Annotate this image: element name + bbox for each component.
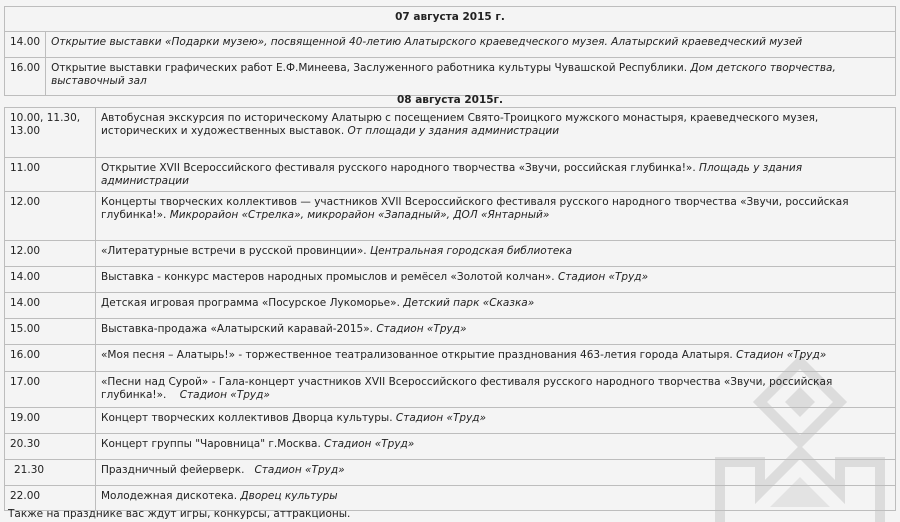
event-row bbox=[5, 58, 896, 96]
event-description: Молодежная дискотека. Дворец культуры bbox=[96, 486, 896, 511]
day2-table bbox=[4, 107, 896, 511]
event-description: Концерты творческих коллективов — участников XVII Всероссийского фестиваля русского народного творчества «Звучи, российская глубинка!». Микрорайон «Стрелка», микрорайон «Западный», ДОЛ «Янтарный» bbox=[96, 192, 896, 241]
event-time: 16.00 bbox=[5, 345, 96, 372]
event-row bbox=[5, 486, 896, 511]
event-time: 15.00 bbox=[5, 319, 96, 345]
event-time: 19.00 bbox=[5, 408, 96, 434]
event-description: «Моя песня – Алатырь!» - торжественное театрализованное открытие празднования 463-летия города Алатыря. Стадион «Труд» bbox=[96, 345, 896, 372]
event-description: Концерт группы "Чаровница" г.Москва. Стадион «Труд» bbox=[96, 434, 896, 460]
event-time: 16.00 bbox=[5, 58, 46, 96]
event-row bbox=[5, 345, 896, 372]
event-row bbox=[5, 408, 896, 434]
event-place: Стадион «Труд» bbox=[736, 349, 827, 361]
event-place: Детский парк «Сказка» bbox=[403, 297, 535, 309]
event-description: Детская игровая программа «Посурское Лукоморье». Детский парк «Сказка» bbox=[96, 293, 896, 319]
day2-header bbox=[4, 94, 896, 107]
event-place: Микрорайон «Стрелка», микрорайон «Западный», ДОЛ «Янтарный» bbox=[169, 209, 550, 221]
event-place: Стадион «Труд» bbox=[179, 389, 270, 401]
event-row bbox=[5, 372, 896, 408]
event-description: Автобусная экскурсия по историческому Алатырю с посещением Свято-Троицкого мужского монастыря, краеведческого музея, исторических и художественных выставок. От площади у здания администрации bbox=[96, 108, 896, 158]
event-row bbox=[5, 267, 896, 293]
event-description: Выставка - конкурс мастеров народных промыслов и ремёсел «Золотой колчан». Стадион «Труд» bbox=[96, 267, 896, 293]
event-place: Стадион «Труд» bbox=[376, 323, 467, 335]
event-place: Стадион «Труд» bbox=[395, 412, 487, 424]
event-time: 21.30 bbox=[5, 460, 96, 486]
event-place: Стадион «Труд» bbox=[557, 271, 649, 283]
event-place: Центральная городская библиотека bbox=[369, 245, 573, 257]
event-description bbox=[46, 32, 896, 58]
day1-header bbox=[5, 7, 896, 32]
event-description: Концерт творческих коллективов Дворца культуры. Стадион «Труд» bbox=[96, 408, 896, 434]
event-place: Дворец культуры bbox=[240, 490, 338, 502]
day1-date: 07 августа 2015 г. bbox=[395, 11, 505, 23]
event-description: Открытие выставки графических работ Е.Ф.Минеева, Заслуженного работника культуры Чувашской Республики. Дом детского творчества, выставочный зал bbox=[46, 58, 896, 96]
event-time: 10.00, 11.30, 13.00 bbox=[5, 108, 96, 158]
event-row bbox=[5, 434, 896, 460]
event-row bbox=[5, 108, 896, 158]
event-row bbox=[5, 158, 896, 192]
event-time: 22.00 bbox=[5, 486, 96, 511]
event-time: 14.00 bbox=[5, 293, 96, 319]
event-time: 14.00 bbox=[5, 267, 96, 293]
event-place: От площади у здания администрации bbox=[347, 125, 560, 137]
event-row bbox=[5, 460, 896, 486]
event-place: Стадион «Труд» bbox=[254, 464, 345, 476]
event-description: Праздничный фейерверк. Стадион «Труд» bbox=[96, 460, 896, 486]
event-time: 12.00 bbox=[5, 192, 96, 241]
event-time: 12.00 bbox=[5, 241, 96, 267]
event-row bbox=[5, 32, 896, 58]
day1-table bbox=[4, 6, 896, 96]
event-place: Стадион «Труд» bbox=[324, 438, 415, 450]
event-description: Выставка-продажа «Алатырский каравай-2015». Стадион «Труд» bbox=[96, 319, 896, 345]
event-description: «Литературные встречи в русской провинции». Центральная городская библиотека bbox=[96, 241, 896, 267]
event-place: Дом детского творчества, выставочный зал bbox=[51, 62, 836, 87]
day2-date: 08 августа 2015г. bbox=[396, 94, 504, 106]
event-description: «Песни над Сурой» - Гала-концерт участников XVII Всероссийского фестиваля русского народного творчества «Звучи, российская глубинка!». Стадион «Труд» bbox=[96, 372, 896, 408]
footer-note: Также на празднике вас ждут игры, конкурсы, аттракционы. bbox=[8, 508, 351, 520]
event-place: Площадь у здания администрации bbox=[101, 162, 803, 187]
event-time: 17.00 bbox=[5, 372, 96, 408]
event-row bbox=[5, 293, 896, 319]
event-row bbox=[5, 192, 896, 241]
event-time: 14.00 bbox=[5, 32, 46, 58]
event-row bbox=[5, 241, 896, 267]
event-row bbox=[5, 319, 896, 345]
event-time: 20.30 bbox=[5, 434, 96, 460]
event-time: 11.00 bbox=[5, 158, 96, 192]
event-place: Открытие выставки «Подарки музею», посвященной 40-летию Алатырского краеведческого музея. Алатырский краеведческий музей bbox=[51, 36, 803, 48]
event-description: Открытие XVII Всероссийского фестиваля русского народного творчества «Звучи, российская глубинка!». Площадь у здания администрации bbox=[96, 158, 896, 192]
